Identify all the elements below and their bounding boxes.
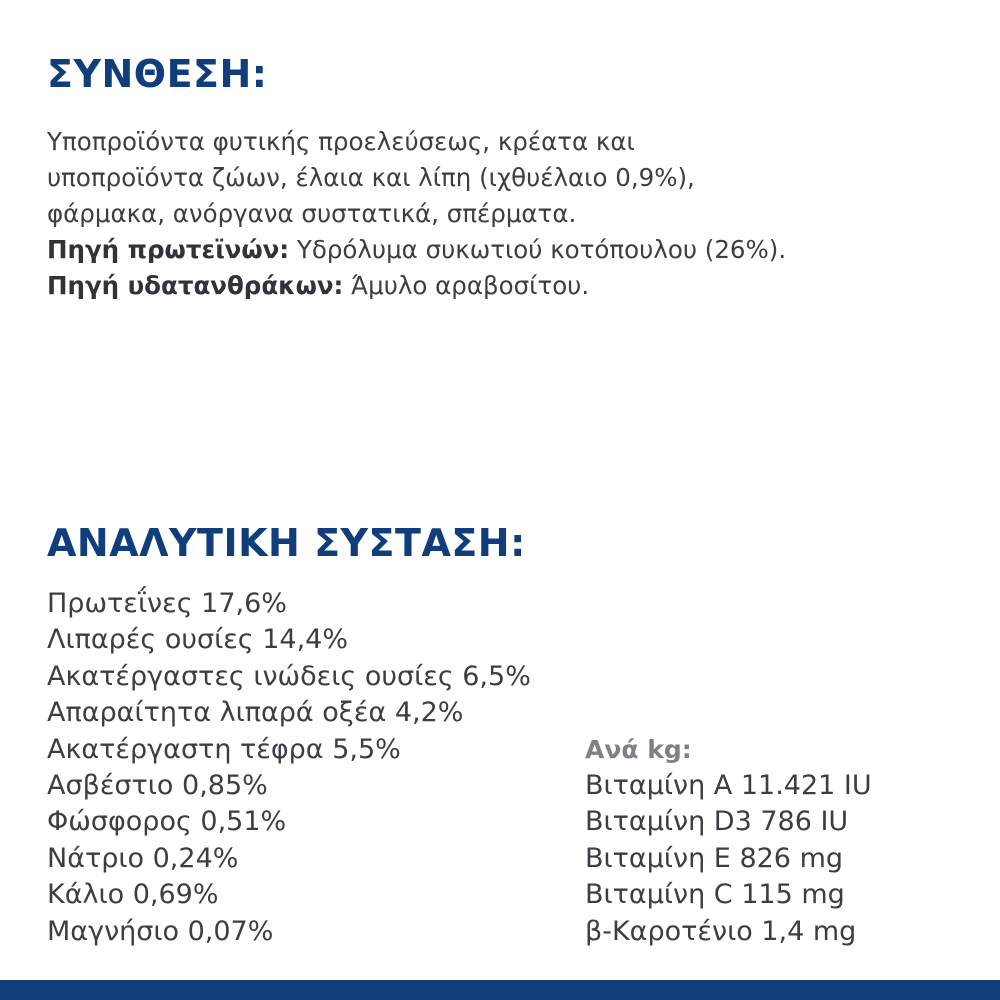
analysis-heading: ΑΝΑΛΥΤΙΚΗ ΣΥΣΤΑΣΗ: (47, 521, 526, 565)
analysis-item-fat: Λιπαρές ουσίες 14,4% (47, 624, 349, 656)
vitamin-d3: Βιταμίνη D3 786 IU (585, 806, 849, 838)
ingredients-line-1: Υποπροϊόντα φυτικής προελεύσεως, κρέατα και (47, 127, 635, 156)
vitamin-e: Βιταμίνη E 826 mg (585, 842, 844, 874)
beta-carotene: β-Καροτένιο 1,4 mg (585, 915, 857, 947)
analysis-item-magnesium: Μαγνήσιο 0,07% (47, 915, 274, 947)
ingredients-line-2: υποπροϊόντα ζώων, έλαια και λίπη (ιχθυέλαιο 0,9%), (47, 163, 695, 192)
carbohydrate-source-value: Άμυλο αραβοσίτου. (343, 271, 590, 300)
protein-source (47, 232, 977, 268)
protein-source-value: Υδρόλυμα συκωτιού κοτόπουλου (26%). (289, 235, 787, 264)
composition-text (47, 124, 977, 304)
composition-heading: ΣΥΝΘΕΣΗ: (47, 52, 268, 96)
analysis-item-phosphorus: Φώσφορος 0,51% (47, 806, 287, 838)
protein-source-label: Πηγή πρωτεϊνών: (47, 235, 290, 264)
carbohydrate-source (47, 268, 977, 304)
analysis-item-protein: Πρωτεΐνες 17,6% (47, 588, 287, 619)
analysis-item-fibre: Ακατέργαστες ινώδεις ουσίες 6,5% (47, 660, 531, 692)
analysis-item-essential-fatty-acids: Απαραίτητα λιπαρά οξέα 4,2% (47, 697, 464, 729)
analysis-item-ash: Ακατέργαστη τέφρα 5,5% (47, 733, 401, 765)
bottom-bar (0, 980, 1000, 1000)
carbohydrate-source-label: Πηγή υδατανθράκων: (47, 271, 344, 300)
vitamins-list (585, 768, 872, 950)
vitamin-a: Βιταμίνη A 11.421 IU (585, 770, 872, 801)
analysis-item-calcium: Ασβέστιο 0,85% (47, 770, 268, 802)
analysis-list (47, 586, 531, 950)
analysis-item-potassium: Κάλιο 0,69% (47, 879, 219, 911)
analysis-item-sodium: Νάτριο 0,24% (47, 842, 239, 874)
ingredients-line-3: φάρμακα, ανόργανα συστατικά, σπέρματα. (47, 199, 577, 228)
vitamins-heading: Ανά kg: (585, 735, 692, 764)
vitamin-c: Βιταμίνη C 115 mg (585, 879, 845, 911)
